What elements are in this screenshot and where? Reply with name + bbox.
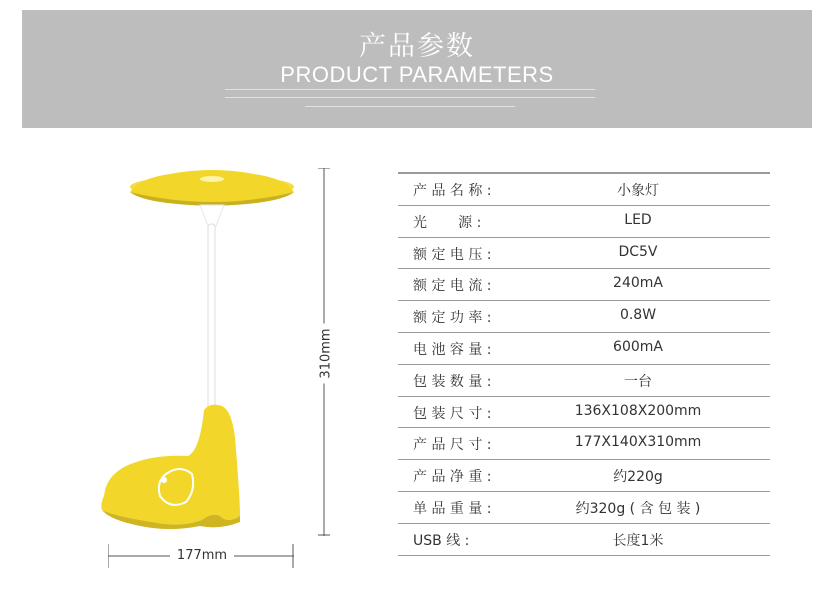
spec-value: 约220g [613, 469, 663, 486]
spec-row [398, 301, 770, 333]
width-dimension-label: 177mm [170, 548, 234, 563]
spec-label: 额 定 电 流 : [413, 278, 492, 295]
elephant-lamp-image [100, 160, 300, 540]
height-dimension-label: 310mm [319, 324, 334, 384]
spec-row [398, 492, 770, 524]
spec-label: 额 定 功 率 : [413, 310, 492, 327]
spec-value: 0.8W [619, 307, 657, 324]
fine-print-line-1 [225, 89, 595, 90]
spec-label: 包 装 尺 寸 : [413, 405, 492, 422]
spec-label: 产 品 净 重 : [413, 469, 492, 486]
page-title-cn: 产品参数 [359, 31, 475, 62]
fine-print-line-3 [225, 106, 595, 107]
spec-row [398, 333, 770, 365]
spec-row [398, 365, 770, 397]
spec-label: 产 品 名 称 : [413, 183, 492, 199]
spec-row [398, 397, 770, 429]
spec-value: 600mA [613, 338, 663, 355]
spec-value: 240mA [613, 275, 663, 292]
spec-label: 包 装 数 量 : [413, 373, 492, 390]
spec-label: USB 线 : [413, 532, 470, 549]
spec-row [398, 460, 770, 492]
spec-row [398, 172, 770, 206]
page-title-en: PRODUCT PARAMETERS [280, 62, 554, 87]
spec-row [398, 238, 770, 270]
spec-label: 额 定 电 压 : [413, 246, 492, 263]
spec-value: 小象灯 [617, 183, 659, 199]
spec-value: 136X108X200mm [574, 402, 702, 419]
header-banner [22, 10, 812, 128]
spec-value: 约320g ( 含 包 装 ) [575, 500, 701, 517]
spec-label: 产 品 尺 寸 : [413, 437, 492, 454]
spec-value: 长度1米 [612, 532, 664, 549]
spec-value: LED [624, 211, 652, 228]
spec-label: 电 池 容 量 : [413, 341, 492, 358]
spec-row [398, 428, 770, 460]
spec-row [398, 206, 770, 238]
spec-table [398, 172, 770, 556]
spec-value: 177X140X310mm [574, 434, 702, 451]
spec-label: 单 品 重 量 : [413, 500, 492, 517]
spec-row [398, 524, 770, 556]
spec-value: DC5V [618, 243, 658, 260]
spec-row [398, 269, 770, 301]
fine-print-line-2 [225, 97, 595, 98]
spec-value: 一台 [624, 373, 652, 390]
spec-label: 光 源 : [413, 214, 482, 231]
